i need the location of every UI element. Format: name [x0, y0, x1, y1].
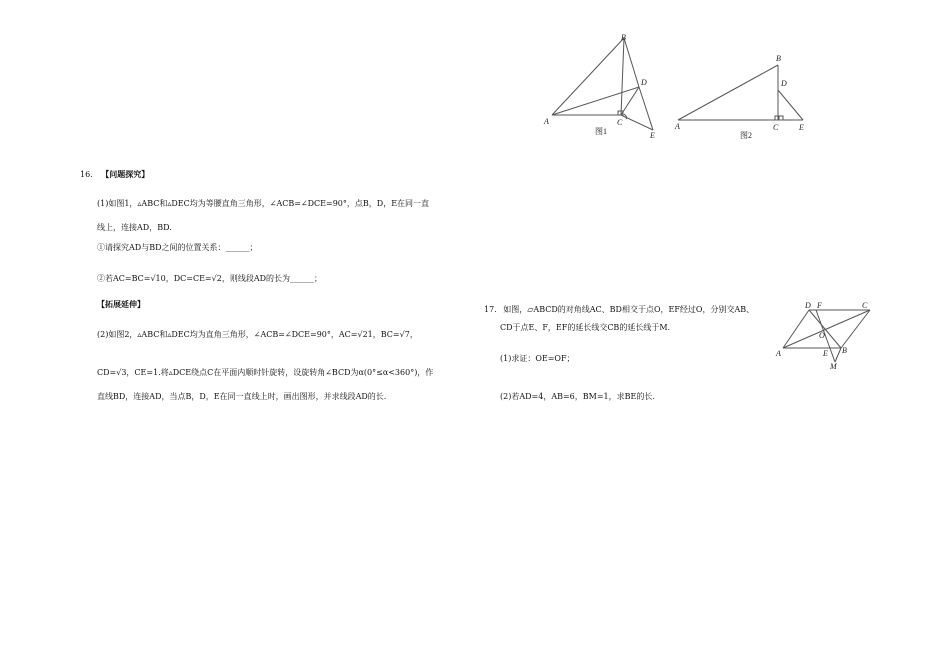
fig1-label-E: E — [650, 131, 655, 140]
q17-number: 17. — [484, 305, 497, 314]
fig1-label-A: A — [544, 117, 549, 126]
fig2-label-C: C — [773, 123, 779, 132]
fig2-label-A: A — [675, 122, 680, 131]
q16-p2-line3: 直线BD，连接AD，当点B，D，E在同一直线上时，画出图形，并求线段AD的长. — [97, 392, 387, 401]
q17-line1 — [484, 305, 754, 315]
fig2-caption: 图2 — [740, 131, 752, 140]
fig2-label-B: B — [776, 54, 781, 63]
fig1-label-B: B — [621, 33, 626, 42]
q16-p2-line1: (2)如图2，▵ABC和▵DEC均为直角三角形，∠ACB=∠DCE=90°，AC=√21，BC=√7， — [97, 330, 418, 339]
q17-sub1: (1)求证：OE=OF； — [500, 354, 575, 363]
fig2-label-E: E — [799, 123, 804, 132]
fig17-label-C: C — [862, 301, 868, 310]
q16-sub1: ①请探究AD与BD之间的位置关系：______； — [97, 243, 258, 252]
fig17-label-E: E — [823, 349, 828, 358]
figure-1 — [540, 30, 670, 140]
fig17-label-O: O — [819, 331, 825, 340]
q16-p1-line1: (1)如图1，▵ABC和▵DEC均为等腰直角三角形，∠ACB=∠DCE=90°，点B，D，E在同一直 — [97, 199, 430, 208]
q16-p1-line2: 线上，连接AD，BD. — [97, 223, 172, 232]
q17-text-1: 如图，▱ABCD的对角线AC、BD相交于点O，EF经过O，分别交AB、 — [503, 305, 755, 314]
fig17-label-F: F — [817, 301, 822, 310]
fig17-label-B: B — [842, 346, 847, 355]
figure-2 — [672, 50, 812, 142]
q17-sub2: (2)若AD=4，AB=6，BM=1，求BE的长. — [500, 392, 655, 401]
fig17-label-D: D — [805, 301, 811, 310]
fig1-caption: 图1 — [595, 127, 607, 136]
q17-line2: CD于点E、F，EF的延长线交CB的延长线于M. — [500, 323, 671, 332]
q16-section1-title: 【问题探究】 — [101, 169, 150, 179]
fig1-label-C: C — [617, 118, 623, 127]
q16-p2-line2: CD=√3，CE=1.将▵DCE绕点C在平面内顺时针旋转，设旋转角∠BCD为α(0°≤α<360°)，作 — [97, 368, 434, 377]
fig2-label-D: D — [781, 79, 787, 88]
fig1-label-D: D — [641, 78, 647, 87]
q16-header — [80, 169, 149, 180]
q16-section2-title: 【拓展延伸】 — [97, 299, 145, 309]
q16-sub2: ②若AC=BC=√10，DC=CE=√2，则线段AD的长为______； — [97, 274, 323, 283]
fig17-label-A: A — [776, 349, 781, 358]
figure-17 — [775, 298, 875, 374]
q16-number: 16. — [80, 170, 93, 179]
fig17-label-M: M — [830, 362, 837, 371]
